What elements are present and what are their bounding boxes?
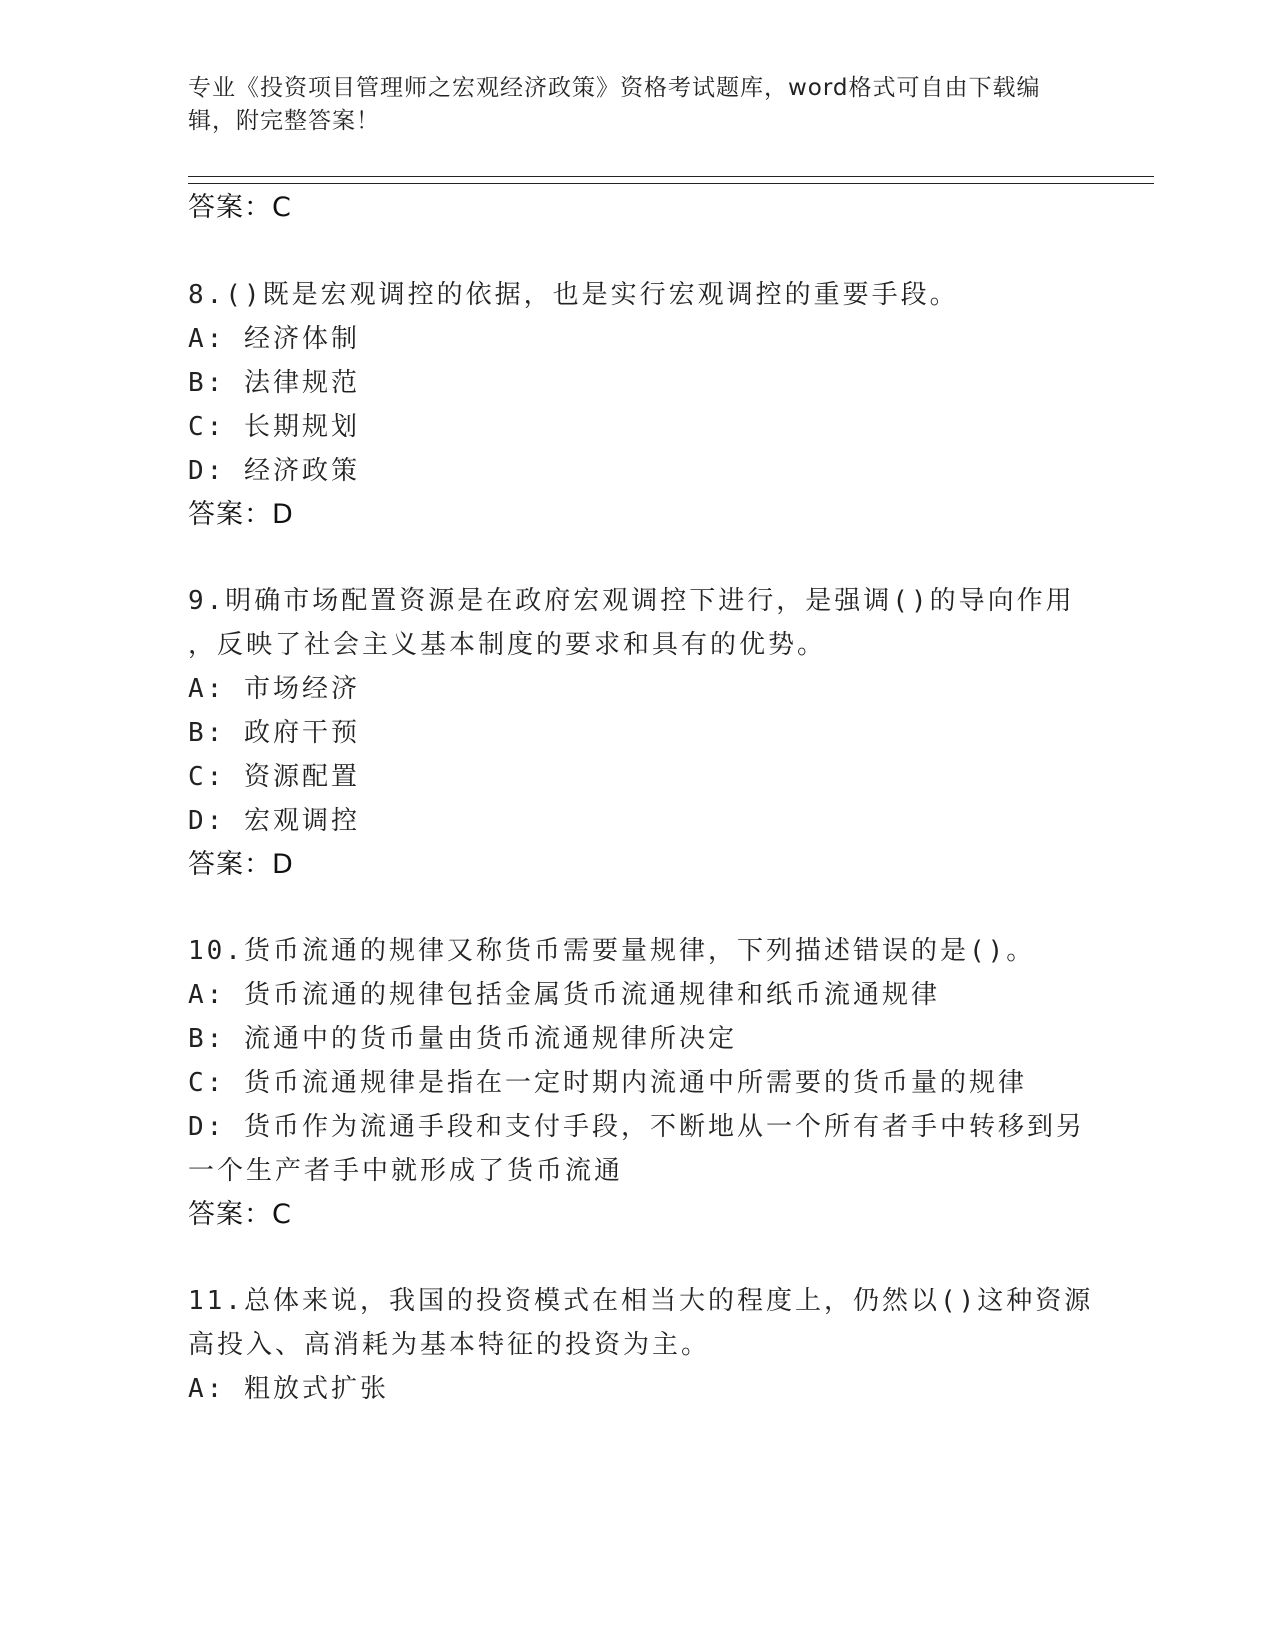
question-9-option-c: C: 资源配置 [188, 762, 360, 792]
question-8-option-d: D: 经济政策 [188, 456, 360, 486]
question-8-option-c: C: 长期规划 [188, 412, 360, 442]
question-9-option-b: B: 政府干预 [188, 718, 360, 748]
question-11-option-a: A: 粗放式扩张 [188, 1374, 389, 1404]
question-9-stem-line-1: 9.明确市场配置资源是在政府宏观调控下进行，是强调()的导向作用 [188, 586, 1075, 616]
question-8-option-a: A: 经济体制 [188, 324, 360, 354]
question-9-stem-line-2: ，反映了社会主义基本制度的要求和具有的优势。 [188, 630, 827, 660]
question-8-option-b: B: 法律规范 [188, 368, 360, 398]
question-8-answer: 答案：D [188, 499, 294, 530]
question-10-option-b: B: 流通中的货币量由货币流通规律所决定 [188, 1024, 737, 1054]
question-10-stem: 10.货币流通的规律又称货币需要量规律，下列描述错误的是()。 [188, 936, 1036, 966]
header-divider-bottom [188, 183, 1154, 184]
document-header [188, 72, 1068, 138]
question-11-stem-line-1: 11.总体来说，我国的投资模式在相当大的程度上，仍然以()这种资源 [188, 1286, 1094, 1316]
header-divider-top [188, 176, 1154, 177]
header-line-2: 辑，附完整答案！ [188, 108, 380, 134]
previous-answer: 答案：C [188, 192, 292, 223]
question-11-stem-line-2: 高投入、高消耗为基本特征的投资为主。 [188, 1330, 711, 1360]
question-9-option-a: A: 市场经济 [188, 674, 360, 704]
question-10-option-d-line-1: D: 货币作为流通手段和支付手段，不断地从一个所有者手中转移到另 [188, 1112, 1085, 1142]
question-10-answer: 答案：C [188, 1199, 292, 1230]
header-line-1: 专业《投资项目管理师之宏观经济政策》资格考试题库，word格式可自由下载编 [188, 75, 1041, 101]
question-9-answer: 答案：D [188, 849, 294, 880]
question-10-option-d-line-2: 一个生产者手中就形成了货币流通 [188, 1156, 624, 1186]
question-10-option-a: A: 货币流通的规律包括金属货币流通规律和纸币流通规律 [188, 980, 940, 1010]
question-8-stem: 8.()既是宏观调控的依据，也是实行宏观调控的重要手段。 [188, 280, 959, 310]
question-10-option-c: C: 货币流通规律是指在一定时期内流通中所需要的货币量的规律 [188, 1068, 1027, 1098]
question-9-option-d: D: 宏观调控 [188, 806, 360, 836]
